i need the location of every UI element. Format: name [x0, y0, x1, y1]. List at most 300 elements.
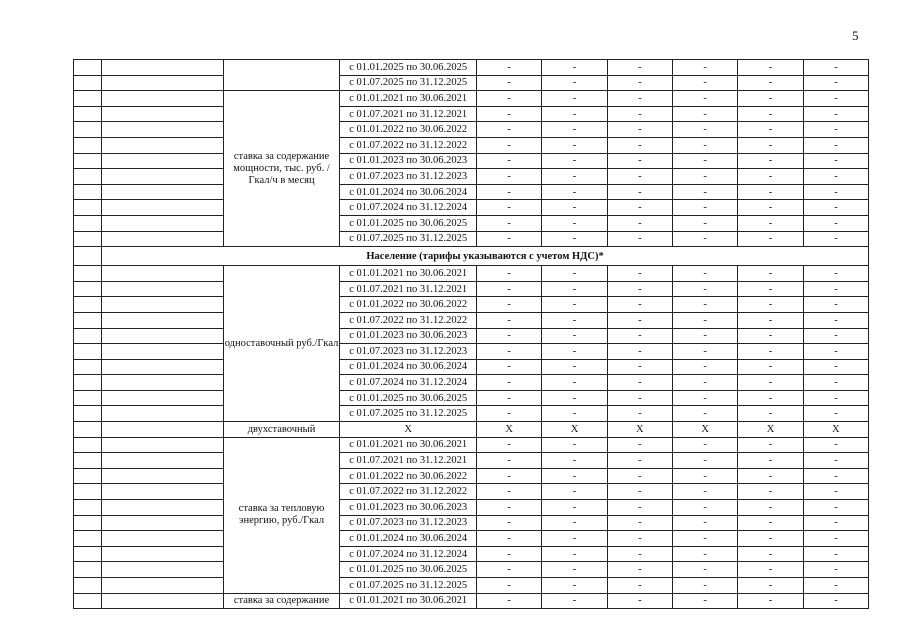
value-cell: - — [738, 531, 803, 547]
table-row — [74, 546, 869, 562]
value-cell: - — [542, 468, 607, 484]
empty-cell — [74, 91, 102, 107]
empty-cell — [74, 122, 102, 138]
value-cell: - — [738, 312, 803, 328]
table-row — [74, 328, 869, 344]
value-cell: - — [607, 406, 672, 422]
value-cell: - — [477, 184, 542, 200]
value-cell: - — [673, 578, 738, 594]
value-cell: - — [803, 281, 868, 297]
value-cell: - — [673, 200, 738, 216]
period-cell: с 01.01.2023 по 30.06.2023 — [340, 500, 477, 516]
value-cell: - — [607, 344, 672, 360]
value-cell: - — [673, 453, 738, 469]
table-row — [74, 453, 869, 469]
empty-cell — [102, 106, 224, 122]
empty-cell — [74, 375, 102, 391]
empty-cell — [102, 281, 224, 297]
value-cell: - — [803, 215, 868, 231]
value-cell: Х — [803, 422, 868, 438]
empty-cell — [102, 437, 224, 453]
table-row — [74, 375, 869, 391]
value-cell: Х — [607, 422, 672, 438]
value-cell: - — [803, 328, 868, 344]
table-row — [74, 390, 869, 406]
value-cell: - — [673, 375, 738, 391]
value-cell: - — [803, 468, 868, 484]
empty-cell — [74, 406, 102, 422]
value-cell: - — [673, 122, 738, 138]
table-row — [74, 312, 869, 328]
table-row — [74, 184, 869, 200]
value-cell: - — [542, 137, 607, 153]
value-cell: - — [738, 106, 803, 122]
row-group-label: ставка за содержание — [223, 593, 340, 609]
value-cell: - — [738, 328, 803, 344]
value-cell: - — [673, 531, 738, 547]
period-cell: с 01.07.2025 по 31.12.2025 — [340, 75, 477, 91]
value-cell: - — [673, 91, 738, 107]
value-cell: - — [607, 468, 672, 484]
table-row — [74, 515, 869, 531]
table-row — [74, 297, 869, 313]
row-group-label: двухставочный — [223, 422, 340, 438]
value-cell: - — [803, 562, 868, 578]
value-cell: - — [803, 546, 868, 562]
empty-cell — [74, 281, 102, 297]
value-cell: - — [607, 359, 672, 375]
value-cell: - — [738, 515, 803, 531]
value-cell: - — [607, 390, 672, 406]
value-cell: - — [803, 344, 868, 360]
empty-cell — [102, 375, 224, 391]
empty-cell — [74, 453, 102, 469]
value-cell: - — [738, 266, 803, 282]
empty-cell — [102, 531, 224, 547]
empty-cell — [102, 515, 224, 531]
empty-cell — [102, 122, 224, 138]
table-row — [74, 437, 869, 453]
value-cell: - — [803, 531, 868, 547]
period-cell: с 01.01.2025 по 30.06.2025 — [340, 60, 477, 76]
value-cell: - — [542, 406, 607, 422]
value-cell: - — [673, 593, 738, 609]
value-cell: - — [673, 500, 738, 516]
value-cell: - — [607, 75, 672, 91]
empty-cell — [74, 200, 102, 216]
value-cell: - — [542, 375, 607, 391]
table-row — [74, 562, 869, 578]
value-cell: - — [542, 231, 607, 247]
empty-cell — [102, 484, 224, 500]
period-cell: с 01.07.2025 по 31.12.2025 — [340, 578, 477, 594]
period-cell: с 01.01.2025 по 30.06.2025 — [340, 215, 477, 231]
period-cell: с 01.01.2024 по 30.06.2024 — [340, 359, 477, 375]
empty-cell — [102, 231, 224, 247]
empty-cell — [102, 578, 224, 594]
value-cell: - — [673, 359, 738, 375]
value-cell: - — [803, 484, 868, 500]
value-cell: - — [607, 312, 672, 328]
value-cell: Х — [673, 422, 738, 438]
table-row — [74, 215, 869, 231]
period-cell: с 01.01.2021 по 30.06.2021 — [340, 593, 477, 609]
empty-cell — [74, 468, 102, 484]
value-cell: - — [607, 515, 672, 531]
value-cell: - — [607, 437, 672, 453]
period-cell: с 01.07.2021 по 31.12.2021 — [340, 281, 477, 297]
value-cell: - — [673, 484, 738, 500]
value-cell: - — [738, 390, 803, 406]
value-cell: - — [477, 578, 542, 594]
value-cell: - — [542, 122, 607, 138]
value-cell: - — [542, 562, 607, 578]
value-cell: - — [803, 75, 868, 91]
value-cell: - — [673, 344, 738, 360]
value-cell: - — [738, 562, 803, 578]
value-cell: - — [738, 437, 803, 453]
value-cell: - — [477, 593, 542, 609]
value-cell: - — [477, 169, 542, 185]
value-cell: - — [803, 406, 868, 422]
page-number: 5 — [852, 28, 859, 43]
empty-cell — [102, 328, 224, 344]
value-cell: - — [607, 578, 672, 594]
value-cell: - — [607, 153, 672, 169]
value-cell: - — [803, 122, 868, 138]
value-cell: - — [803, 169, 868, 185]
empty-cell — [74, 437, 102, 453]
value-cell: Х — [477, 422, 542, 438]
empty-cell — [102, 153, 224, 169]
value-cell: - — [738, 500, 803, 516]
value-cell: - — [542, 215, 607, 231]
value-cell: - — [738, 359, 803, 375]
table-row — [74, 231, 869, 247]
value-cell: - — [673, 215, 738, 231]
value-cell: - — [803, 578, 868, 594]
value-cell: - — [738, 75, 803, 91]
value-cell: - — [738, 215, 803, 231]
period-cell: с 01.01.2024 по 30.06.2024 — [340, 184, 477, 200]
value-cell: - — [542, 153, 607, 169]
empty-cell — [102, 75, 224, 91]
value-cell: - — [542, 531, 607, 547]
value-cell: - — [542, 91, 607, 107]
value-cell: - — [673, 390, 738, 406]
value-cell: - — [738, 406, 803, 422]
value-cell: - — [607, 484, 672, 500]
value-cell: - — [738, 297, 803, 313]
section-title: Население (тарифы указываются с учетом НДС)* — [102, 247, 869, 266]
value-cell: - — [477, 406, 542, 422]
value-cell: - — [542, 169, 607, 185]
value-cell: - — [803, 297, 868, 313]
value-cell: - — [607, 184, 672, 200]
empty-cell — [74, 390, 102, 406]
value-cell: - — [803, 390, 868, 406]
value-cell: - — [477, 297, 542, 313]
value-cell: Х — [738, 422, 803, 438]
table-row — [74, 359, 869, 375]
value-cell: - — [738, 484, 803, 500]
period-cell: с 01.01.2022 по 30.06.2022 — [340, 297, 477, 313]
value-cell: - — [738, 153, 803, 169]
period-cell: с 01.01.2025 по 30.06.2025 — [340, 390, 477, 406]
empty-cell — [74, 266, 102, 282]
empty-cell — [102, 500, 224, 516]
value-cell: - — [607, 562, 672, 578]
period-cell: с 01.07.2022 по 31.12.2022 — [340, 137, 477, 153]
value-cell: - — [477, 390, 542, 406]
value-cell: - — [542, 515, 607, 531]
empty-cell — [102, 593, 224, 609]
value-cell: - — [607, 215, 672, 231]
period-cell: с 01.07.2021 по 31.12.2021 — [340, 453, 477, 469]
value-cell: - — [673, 406, 738, 422]
value-cell: - — [607, 531, 672, 547]
period-cell: Х — [340, 422, 477, 438]
value-cell: - — [738, 91, 803, 107]
value-cell: - — [803, 137, 868, 153]
empty-cell — [102, 60, 224, 76]
value-cell: - — [607, 106, 672, 122]
empty-cell — [74, 312, 102, 328]
value-cell: - — [477, 468, 542, 484]
value-cell: - — [542, 200, 607, 216]
period-cell: с 01.01.2024 по 30.06.2024 — [340, 531, 477, 547]
empty-cell — [102, 406, 224, 422]
value-cell: - — [738, 231, 803, 247]
row-group-label — [223, 60, 340, 91]
value-cell: - — [803, 500, 868, 516]
value-cell: - — [477, 500, 542, 516]
table-row — [74, 122, 869, 138]
empty-cell — [102, 200, 224, 216]
value-cell: - — [542, 297, 607, 313]
empty-cell — [74, 359, 102, 375]
table-row — [74, 500, 869, 516]
empty-cell — [74, 562, 102, 578]
value-cell: - — [542, 281, 607, 297]
value-cell: - — [477, 122, 542, 138]
value-cell: - — [542, 453, 607, 469]
value-cell: - — [738, 184, 803, 200]
table-row — [74, 484, 869, 500]
value-cell: - — [673, 137, 738, 153]
table-row — [74, 422, 869, 438]
value-cell: - — [607, 328, 672, 344]
empty-cell — [102, 169, 224, 185]
value-cell: - — [477, 562, 542, 578]
value-cell: - — [607, 453, 672, 469]
value-cell: - — [477, 75, 542, 91]
period-cell: с 01.07.2023 по 31.12.2023 — [340, 169, 477, 185]
value-cell: - — [477, 546, 542, 562]
value-cell: - — [607, 200, 672, 216]
value-cell: - — [542, 390, 607, 406]
empty-cell — [102, 312, 224, 328]
period-cell: с 01.01.2021 по 30.06.2021 — [340, 91, 477, 107]
value-cell: - — [542, 184, 607, 200]
empty-cell — [74, 500, 102, 516]
period-cell: с 01.07.2022 по 31.12.2022 — [340, 484, 477, 500]
value-cell: - — [607, 297, 672, 313]
empty-cell — [74, 106, 102, 122]
value-cell: - — [673, 468, 738, 484]
empty-cell — [74, 75, 102, 91]
value-cell: - — [607, 546, 672, 562]
value-cell: - — [542, 60, 607, 76]
period-cell: с 01.07.2023 по 31.12.2023 — [340, 515, 477, 531]
row-group-label: ставка за тепловую энергию, руб./Гкал — [223, 437, 340, 593]
value-cell: - — [738, 468, 803, 484]
period-cell: с 01.01.2023 по 30.06.2023 — [340, 328, 477, 344]
value-cell: - — [673, 328, 738, 344]
value-cell: - — [477, 531, 542, 547]
section-row — [74, 247, 869, 266]
value-cell: - — [477, 91, 542, 107]
value-cell: - — [607, 60, 672, 76]
value-cell: - — [542, 328, 607, 344]
period-cell: с 01.07.2022 по 31.12.2022 — [340, 312, 477, 328]
value-cell: - — [738, 546, 803, 562]
empty-cell — [74, 247, 102, 266]
value-cell: - — [803, 200, 868, 216]
value-cell: - — [738, 375, 803, 391]
value-cell: - — [607, 91, 672, 107]
value-cell: - — [738, 200, 803, 216]
value-cell: - — [673, 546, 738, 562]
empty-cell — [74, 422, 102, 438]
value-cell: - — [477, 231, 542, 247]
value-cell: - — [542, 578, 607, 594]
period-cell: с 01.01.2025 по 30.06.2025 — [340, 562, 477, 578]
value-cell: - — [738, 169, 803, 185]
empty-cell — [102, 266, 224, 282]
value-cell: - — [803, 60, 868, 76]
value-cell: - — [673, 515, 738, 531]
value-cell: - — [607, 137, 672, 153]
period-cell: с 01.01.2022 по 30.06.2022 — [340, 468, 477, 484]
value-cell: - — [803, 153, 868, 169]
table-row — [74, 137, 869, 153]
value-cell: - — [673, 169, 738, 185]
empty-cell — [74, 484, 102, 500]
value-cell: - — [607, 281, 672, 297]
row-group-label: ставка за содержание мощности, тыс. руб. /Гкал/ч в месяц — [223, 91, 340, 247]
table-row — [74, 153, 869, 169]
value-cell: - — [673, 75, 738, 91]
value-cell: - — [477, 437, 542, 453]
table-row — [74, 468, 869, 484]
value-cell: - — [803, 375, 868, 391]
value-cell: - — [607, 266, 672, 282]
value-cell: - — [803, 453, 868, 469]
value-cell: - — [607, 122, 672, 138]
table-row — [74, 200, 869, 216]
empty-cell — [102, 468, 224, 484]
value-cell: - — [477, 153, 542, 169]
empty-cell — [74, 546, 102, 562]
period-cell: с 01.07.2021 по 31.12.2021 — [340, 106, 477, 122]
empty-cell — [74, 593, 102, 609]
value-cell: - — [738, 137, 803, 153]
table-row — [74, 91, 869, 107]
value-cell: - — [738, 593, 803, 609]
empty-cell — [74, 328, 102, 344]
value-cell: - — [803, 91, 868, 107]
empty-cell — [102, 137, 224, 153]
value-cell: - — [477, 281, 542, 297]
empty-cell — [102, 562, 224, 578]
value-cell: - — [477, 453, 542, 469]
row-group-label: одноставочный руб./Гкал — [223, 266, 340, 422]
value-cell: - — [477, 60, 542, 76]
value-cell: - — [477, 359, 542, 375]
value-cell: - — [673, 312, 738, 328]
value-cell: - — [607, 375, 672, 391]
value-cell: - — [607, 231, 672, 247]
value-cell: - — [673, 153, 738, 169]
value-cell: - — [607, 169, 672, 185]
value-cell: Х — [542, 422, 607, 438]
table-row — [74, 578, 869, 594]
empty-cell — [102, 215, 224, 231]
empty-cell — [74, 531, 102, 547]
value-cell: - — [477, 484, 542, 500]
value-cell: - — [673, 60, 738, 76]
empty-cell — [102, 390, 224, 406]
empty-cell — [74, 578, 102, 594]
value-cell: - — [738, 453, 803, 469]
value-cell: - — [738, 281, 803, 297]
empty-cell — [74, 344, 102, 360]
value-cell: - — [673, 184, 738, 200]
period-cell: с 01.01.2023 по 30.06.2023 — [340, 153, 477, 169]
value-cell: - — [738, 344, 803, 360]
empty-cell — [74, 184, 102, 200]
value-cell: - — [542, 75, 607, 91]
value-cell: - — [542, 546, 607, 562]
period-cell: с 01.07.2025 по 31.12.2025 — [340, 231, 477, 247]
value-cell: - — [803, 184, 868, 200]
period-cell: с 01.07.2024 по 31.12.2024 — [340, 200, 477, 216]
table-row — [74, 75, 869, 91]
period-cell: с 01.01.2021 по 30.06.2021 — [340, 266, 477, 282]
value-cell: - — [803, 359, 868, 375]
table-row — [74, 344, 869, 360]
period-cell: с 01.01.2021 по 30.06.2021 — [340, 437, 477, 453]
value-cell: - — [477, 137, 542, 153]
value-cell: - — [542, 484, 607, 500]
value-cell: - — [803, 437, 868, 453]
value-cell: - — [803, 231, 868, 247]
empty-cell — [74, 169, 102, 185]
empty-cell — [74, 153, 102, 169]
value-cell: - — [803, 266, 868, 282]
table-row — [74, 169, 869, 185]
value-cell: - — [477, 312, 542, 328]
tariff-table — [73, 59, 869, 609]
value-cell: - — [803, 106, 868, 122]
table-row — [74, 531, 869, 547]
empty-cell — [102, 453, 224, 469]
value-cell: - — [542, 106, 607, 122]
empty-cell — [102, 184, 224, 200]
period-cell: с 01.07.2024 по 31.12.2024 — [340, 375, 477, 391]
value-cell: - — [673, 281, 738, 297]
